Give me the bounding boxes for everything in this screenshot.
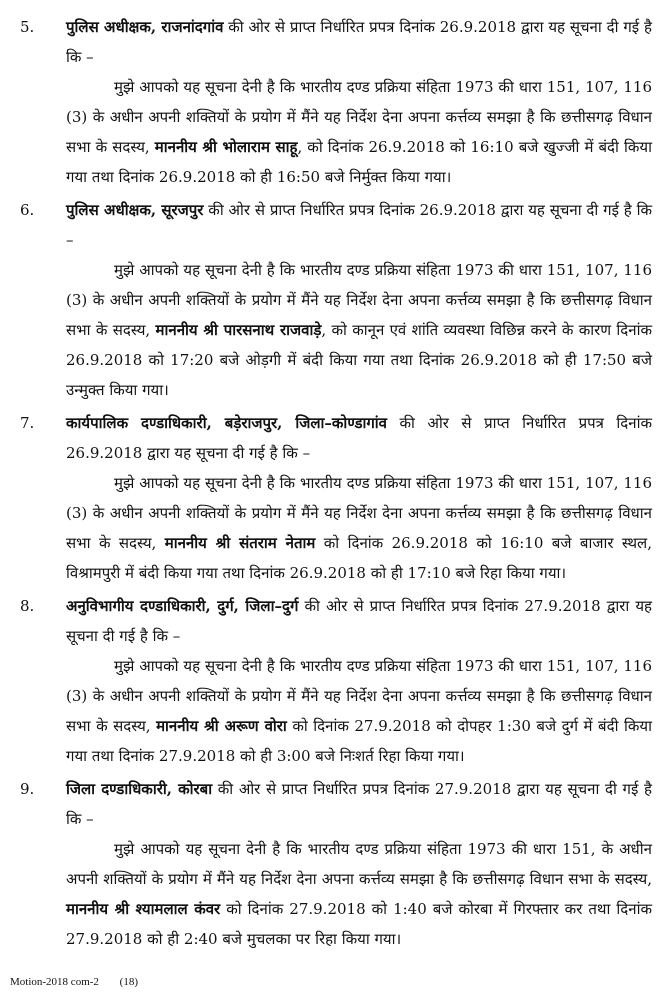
entry-7 <box>18 408 652 588</box>
body-text-post: को दिनांक 27.9.2018 को दोपहर 1:30 बजे दुर्ग में बंदी किया गया तथा दिनांक 27.9.2018 को ही 3:00 बजे निःशर्त रिहा किया गया। <box>66 717 652 765</box>
entry-body <box>66 834 652 954</box>
authority-name: पुलिस अधीक्षक, राजनांदगांव <box>66 18 224 36</box>
body-text-post: , को दिनांक 26.9.2018 को 16:10 बजे खुज्जी में बंदी किया गया तथा दिनांक 26.9.2018 को ही 16:50 बजे निर्मुक्त किया गया। <box>66 138 652 186</box>
page-footer <box>10 976 156 988</box>
entry-heading <box>66 591 652 651</box>
body-text-post: , को कानून एवं शांति व्यवस्था विछिन्न करने के कारण दिनांक 26.9.2018 को 17:20 बजे ओड़गी में बंदी किया गया तथा दिनांक 26.9.2018 को ही 17:50 बजे उन्मुक्त किया गया। <box>66 321 652 399</box>
body-text-pre: मुझे आपको यह सूचना देनी है कि भारतीय दण्ड प्रक्रिया संहिता 1973 की धारा 151, 107, 116 (3) के अधीन अपनी शक्तियों के प्रयोग में मैंने यह निर्देश देना अपना कर्त्तव्य समझा है कि छत्तीसगढ़ विधान सभा के सदस्य, <box>66 261 652 339</box>
body-text-pre: मुझे आपको यह सूचना देनी है कि भारतीय दण्ड प्रक्रिया संहिता 1973 की धारा 151, 107, 116 (3) के अधीन अपनी शक्तियों के प्रयोग में मैंने यह निर्देश देना अपना कर्त्तव्य समझा है कि छत्तीसगढ़ विधान सभा के सदस्य, <box>66 657 652 735</box>
authority-name: पुलिस अधीक्षक, सूरजपुर <box>66 201 204 219</box>
entry-number: 8. <box>20 597 35 615</box>
entry-heading <box>66 774 652 834</box>
entry-heading <box>66 12 652 72</box>
member-name: माननीय श्री पारसनाथ राजवाड़े <box>155 321 322 339</box>
body-text-pre: मुझे आपको यह सूचना देनी है कि भारतीय दण्ड प्रक्रिया संहिता 1973 की धारा 151, 107, 116 (3) के अधीन अपनी शक्तियों के प्रयोग में मैंने यह निर्देश देना अपना कर्त्तव्य समझा है कि छत्तीसगढ़ विधान सभा के सदस्य, <box>66 78 652 156</box>
body-text-pre: मुझे आपको यह सूचना देनी है कि भारतीय दण्ड प्रक्रिया संहिता 1973 की धारा 151, 107, 116 (3) के अधीन अपनी शक्तियों के प्रयोग में मैंने यह निर्देश देना अपना कर्त्तव्य समझा है कि छत्तीसगढ़ विधान सभा के सदस्य, <box>66 474 652 552</box>
heading-text: की ओर से प्राप्त निर्धारित प्रपत्र दिनांक 27.9.2018 द्वारा यह सूचना दी गई है कि – <box>66 780 652 828</box>
entry-5 <box>18 12 652 192</box>
heading-text: की ओर से प्राप्त निर्धारित प्रपत्र दिनांक 27.9.2018 द्वारा यह सूचना दी गई है कि – <box>66 597 653 645</box>
body-text-pre: मुझे आपको यह सूचना देनी है कि भारतीय दण्ड प्रक्रिया संहिता 1973 की धारा 151, के अधीन अपनी शक्तियों के प्रयोग में मैंने यह निर्देश देना अपना कर्त्तव्य समझा है कि छत्तीसगढ़ विधान सभा के सदस्य, <box>66 840 652 888</box>
authority-name: कार्यपालिक दण्डाधिकारी, बड़ेराजपुर, जिला–कोण्डागांव <box>66 414 388 432</box>
heading-text: की ओर से प्राप्त निर्धारित प्रपत्र दिनांक 26.9.2018 द्वारा यह सूचना दी गई है कि – <box>66 18 652 66</box>
entry-heading <box>66 195 652 255</box>
authority-name: अनुविभागीय दण्डाधिकारी, दुर्ग, जिला–दुर्ग <box>66 597 299 615</box>
entry-heading <box>66 408 652 468</box>
entry-body <box>66 468 652 588</box>
body-text-post: को दिनांक 27.9.2018 को 1:40 बजे कोरबा में गिरफ्तार कर तथा दिनांक 27.9.2018 को ही 2:40 बजे मुचलका पर रिहा किया गया। <box>66 900 652 948</box>
member-name: माननीय श्री संतराम नेताम <box>164 534 316 552</box>
entry-number: 7. <box>20 414 35 432</box>
member-name: माननीय श्री श्यामलाल कंवर <box>66 900 221 918</box>
entry-body <box>66 255 652 405</box>
authority-name: जिला दण्डाधिकारी, कोरबा <box>66 780 213 798</box>
entry-8 <box>18 591 652 771</box>
heading-text: की ओर से प्राप्त निर्धारित प्रपत्र दिनांक 26.9.2018 द्वारा यह सूचना दी गई है कि – <box>66 414 652 462</box>
member-name: माननीय श्री अरूण वोरा <box>156 717 287 735</box>
entry-6 <box>18 195 652 405</box>
member-name: माननीय श्री भोलाराम साहू <box>154 138 298 156</box>
entry-9 <box>18 774 652 954</box>
heading-text: की ओर से प्राप्त निर्धारित प्रपत्र दिनांक 26.9.2018 द्वारा यह सूचना दी गई है कि – <box>66 201 652 249</box>
document-id: Motion-2018 com-2 <box>10 976 99 988</box>
entry-body <box>66 72 652 192</box>
page-number: (18) <box>119 976 138 988</box>
entry-number: 5. <box>20 18 35 36</box>
body-text-post: को दिनांक 26.9.2018 को 16:10 बजे बाजार स्थल, विश्रामपुरी में बंदी किया गया तथा दिनांक 26.9.2018 को ही 17:10 बजे रिहा किया गया। <box>66 534 652 582</box>
entry-number: 6. <box>20 201 35 219</box>
entry-body <box>66 651 652 771</box>
entry-number: 9. <box>20 780 35 798</box>
